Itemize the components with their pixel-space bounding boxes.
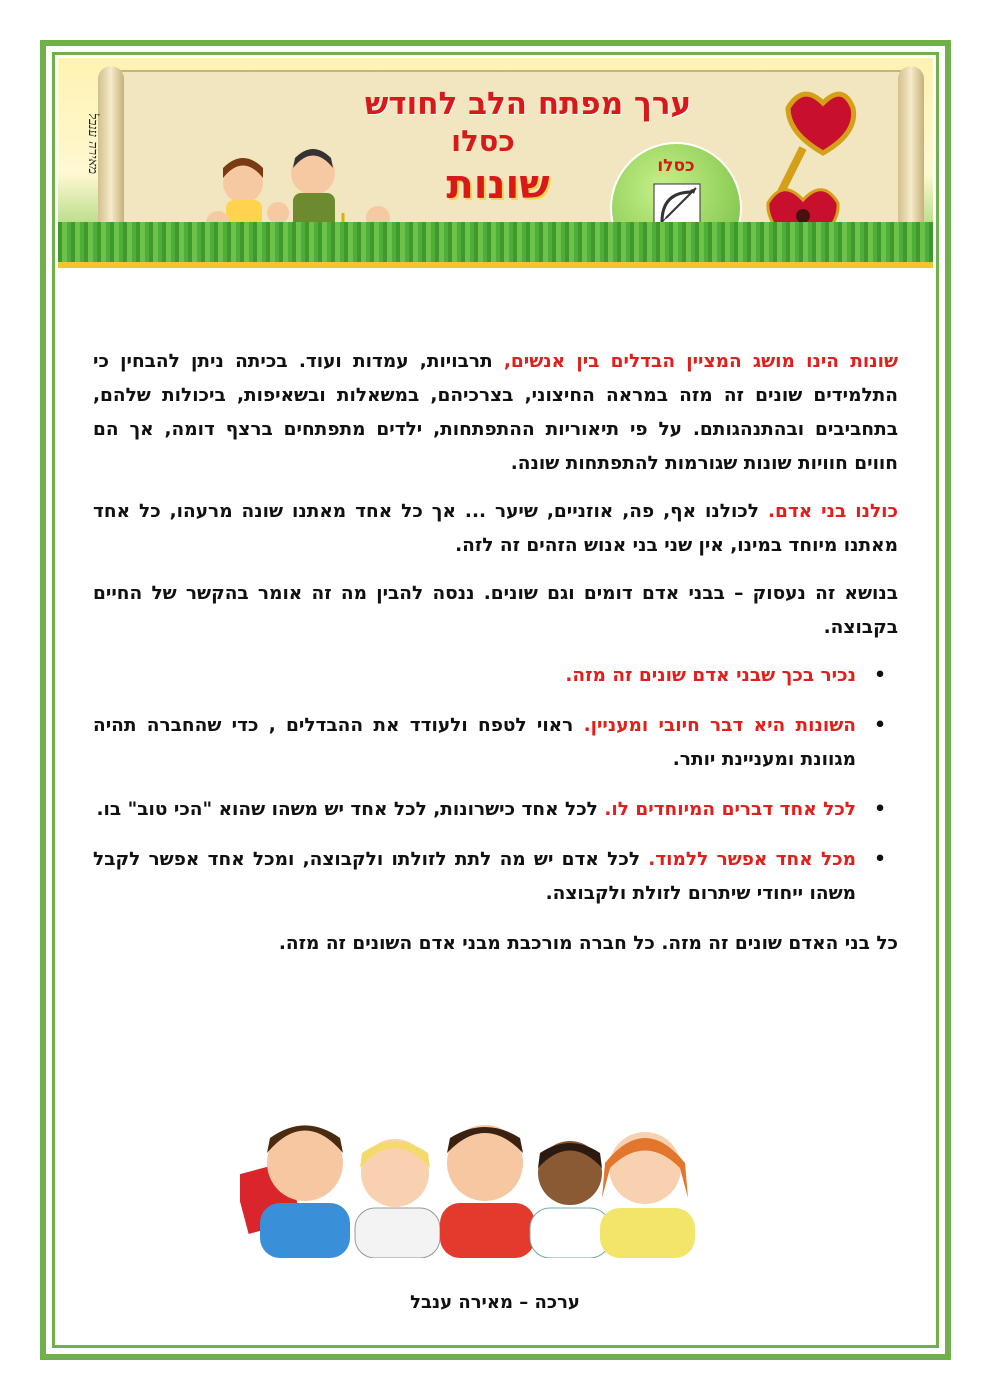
bullet-highlight: מכל אחד אפשר ללמוד. <box>648 849 856 870</box>
credit-line: ערכה – מאירה ענבל <box>410 1292 580 1313</box>
list-item <box>93 793 856 827</box>
bullet-highlight: השונות היא דבר חיובי ומעניין. <box>583 715 856 736</box>
humans-text: לכולנו אף, פה, אוזניים, שיער ... אך כל אחד מאתנו שונה מרעהו, כל אחד מאתנו מיוחד במינו, אין שני בני אנוש הזהים זה לזה. <box>93 501 898 556</box>
intro-highlight: שונות הינו מושג המציין הבדלים בין אנשים, <box>503 351 898 372</box>
bullet-text: לכל אדם יש מה לתת לזולתו ולקבוצה, ומכל אחד אפשר לקבל משהו ייחודי שיתרום לזולת ולקבוצה. <box>93 849 856 904</box>
children-group-illustration <box>240 1108 700 1258</box>
humans-paragraph <box>93 495 898 563</box>
side-signature: מאירה ענבל <box>85 112 100 174</box>
bullet-highlight: לכל אחד דברים המיוחדים לו. <box>604 799 856 820</box>
grass-strip <box>58 222 933 262</box>
key-points-list <box>93 659 898 911</box>
header-banner <box>58 58 933 268</box>
bullet-highlight: נכיר בכך שבני אדם שונים זה מזה. <box>565 665 856 686</box>
topic-paragraph: בנושא זה נעסוק – בבני אדם דומים וגם שונים. ננסה להבין מה זה אומר בהקשר של החיים בקבוצה. <box>93 583 898 638</box>
bullet-text: ראוי לטפח ולעודד את ההבדלים , כדי שהחברה תהיה מגוונת ומעניינת יותר. <box>93 715 856 770</box>
closing-paragraph: כל בני האדם שונים זה מזה. כל חברה מורכבת מבני אדם השונים זה מזה. <box>278 933 898 954</box>
banner-bottom-border <box>58 262 933 268</box>
list-item <box>93 659 856 693</box>
list-item <box>93 843 856 911</box>
badge-month: כסלו <box>657 156 695 176</box>
list-item <box>93 709 856 777</box>
intro-paragraph <box>93 345 898 481</box>
banner-main-title: שונות <box>446 162 550 208</box>
humans-highlight: כולנו בני אדם. <box>767 501 898 522</box>
intro-text: תרבויות, עמדות ועוד. בכיתה ניתן להבחין כי התלמידים שונים זה מזה במראה החיצוני, בצרכיהם, במשאלות ובשאיפות, ביכולות שלהם, בתחביבים ובהתנהגותם. על פי תיאוריות ההתפתחות, ילדים מתפתחים ברצף דומה, אך הם חווים חוויות שונות שגורמות להתפתחות שונה. <box>93 351 898 474</box>
article-body <box>93 345 898 975</box>
banner-title-line1: ערך מפתח הלב לחודש <box>364 86 692 122</box>
banner-title-line2: כסלו <box>451 124 515 158</box>
bullet-text: לכל אחד כישרונות, לכל אחד יש משהו שהוא "הכי טוב" בו. <box>96 799 605 820</box>
